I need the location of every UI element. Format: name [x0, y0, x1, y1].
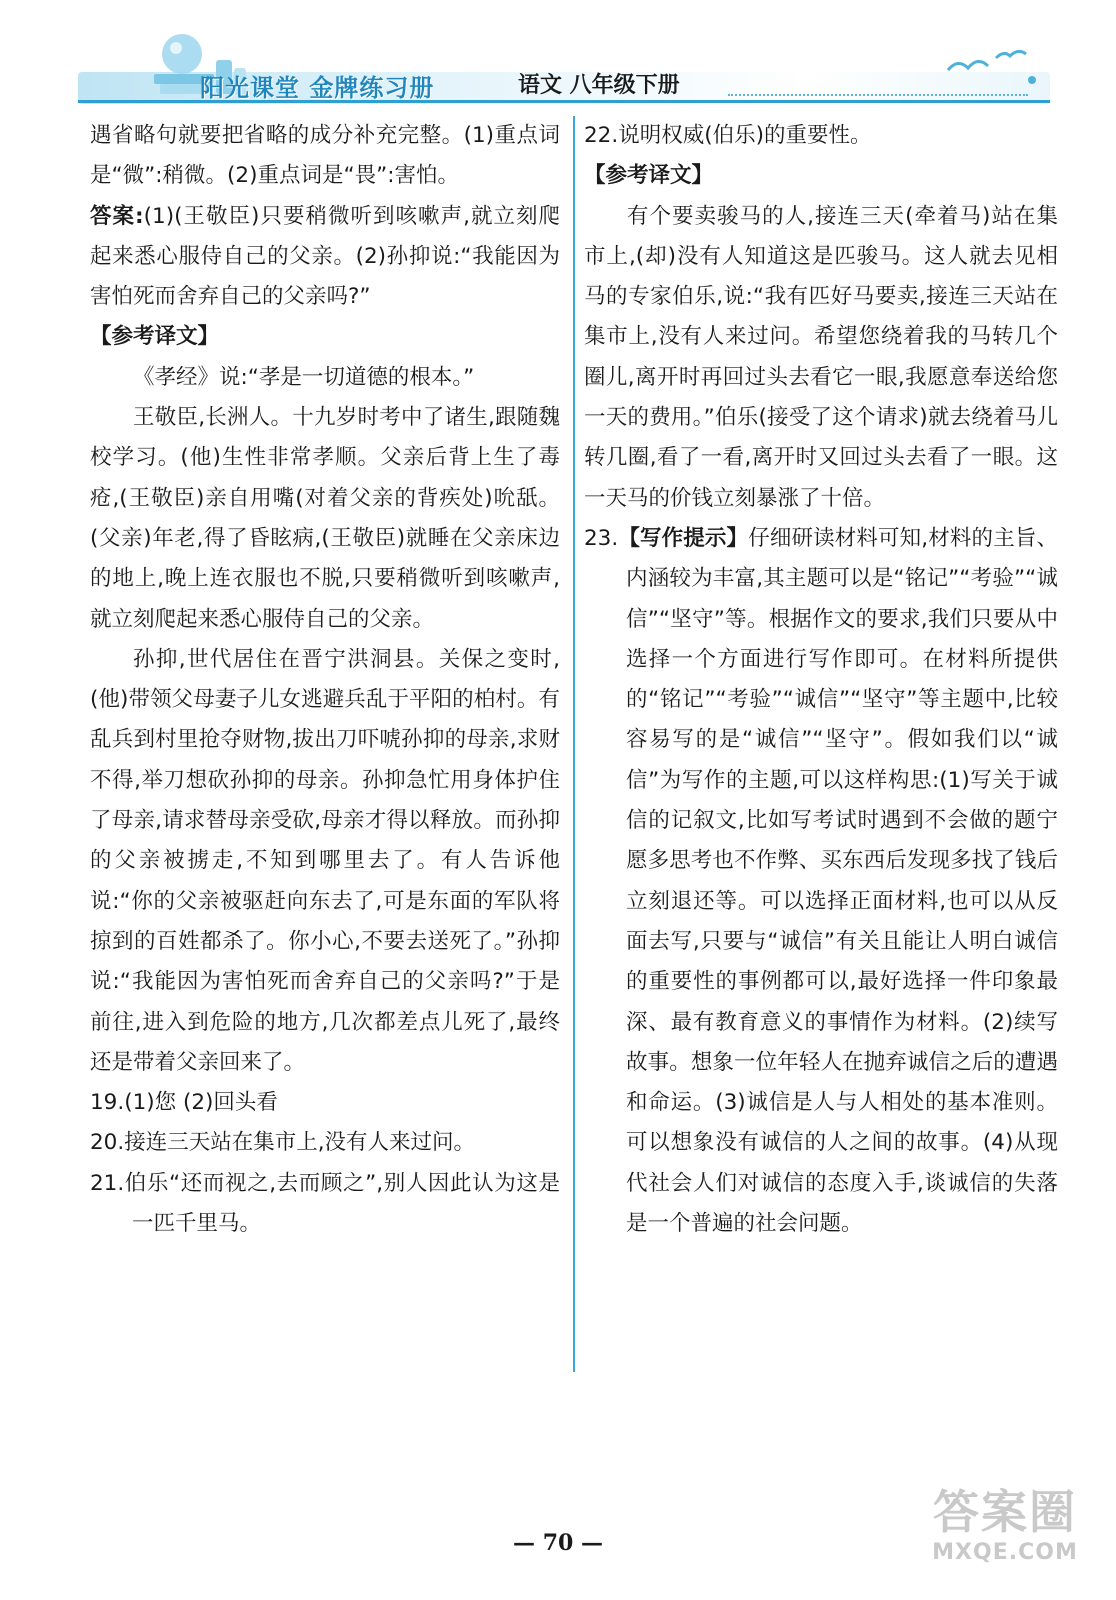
answer-paragraph	[90, 197, 560, 318]
series-brand: 阳光课堂 金牌练习册	[200, 74, 435, 102]
translation-paragraph: 有个要卖骏马的人,接连三天(牵着马)站在集市上,(却)没有人知道这是匹骏马。这人就去见相马的专家伯乐,说:“我有匹好马要卖,接连三天站在集市上,没有人来过问。希望您绕着我的马转几个圈儿,离开时再回过头去看它一眼,我愿意奉送给您一天的费用。”伯乐(接受了这个请求)就去绕着马儿转几圈,看了一看,离开时又回过头去看了一眼。这一天马的价钱立刻暴涨了十倍。	[584, 203, 1058, 511]
page-number: — 70 —	[513, 1530, 603, 1556]
left-column	[90, 116, 560, 1244]
section-heading-translation: 【参考译文】	[90, 324, 220, 350]
column-divider	[573, 116, 575, 1372]
watermark	[910, 1484, 1100, 1594]
translation-paragraph: 《孝经》说:“孝是一切道德的根本。”	[133, 364, 475, 390]
subject-grade: 语文 八年级下册	[518, 73, 680, 98]
answer-item-22: 22.说明权威(伯乐)的重要性。	[584, 123, 872, 148]
page-header	[78, 30, 1050, 108]
writing-tip-text: 仔细研读材料可知,材料的主旨、内涵较为丰富,其主题可以是“铭记”“考验”“诚信”“坚守”等。根据作文的要求,我们只要从中选择一个方面进行写作即可。在材料所提供的“铭记”“考验”“诚信”“坚守”等主题中,比较容易写的是“诚信”“坚守”。假如我们以“诚信”为写作的主题,可以这样构思:(1)写关于诚信的记叙文,比如写考试时遇到不会做的题宁愿多思考也不作弊、买东西后发现多找了钱后立刻退还等。可以选择正面材料,也可以从反面去写,只要与“诚信”有关且能让人明白诚信的重要性的事例都可以,最好选择一件印象最深、最有教育意义的事情作为材料。(2)续写故事。想象一位年轻人在抛弃诚信之后的遭遇和命运。(3)诚信是人与人相处的基本准则。可以想象没有诚信的人之间的故事。(4)从现代社会人们对诚信的态度入手,谈诚信的失落是一个普遍的社会问题。	[626, 525, 1058, 1237]
right-column	[584, 116, 1058, 1244]
answer-text: (1)(王敬臣)只要稍微听到咳嗽声,就立刻爬起来悉心服侍自己的父亲。(2)孙抑说:“我能因为害怕死而舍弃自己的父亲吗?”	[90, 203, 560, 310]
answer-item-19: 19.(1)您 (2)回头看	[90, 1090, 278, 1116]
answer-item-21: 21.伯乐“还而视之,去而顾之”,别人因此认为这是一匹千里马。	[90, 1170, 560, 1237]
answer-item-23	[584, 519, 1058, 1244]
section-heading-translation: 【参考译文】	[584, 163, 714, 189]
answer-item-20: 20.接连三天站在集市上,没有人来过问。	[90, 1130, 476, 1156]
watermark-logo: 答案圈	[933, 1485, 1077, 1539]
item-number: 23.	[584, 525, 619, 551]
header-dotted-line	[728, 94, 1028, 96]
translation-paragraph: 孙抑,世代居住在晋宁洪洞县。关保之变时,(他)带领父母妻子儿女逃避兵乱于平阳的柏村。有乱兵到村里抢夺财物,拔出刀吓唬孙抑的母亲,求财不得,举刀想砍孙抑的母亲。孙抑急忙用身体护住了母亲,请求替母亲受砍,母亲才得以释放。而孙抑的父亲被掳走,不知到哪里去了。有人告诉他说:“你的父亲被驱赶向东去了,可是东面的军队将掠到的百姓都杀了。你小心,不要去送死了。”孙抑说:“我能因为害怕死而舍弃自己的父亲吗?”于是前往,进入到危险的地方,几次都差点儿死了,最终还是带着父亲回来了。	[90, 646, 560, 1075]
writing-tip-label: 【写作提示】	[618, 525, 749, 551]
explanation-paragraph: 遇省略句就要把省略的成分补充完整。(1)重点词是“微”:稍微。(2)重点词是“畏”:害怕。	[90, 123, 560, 189]
answer-label: 答案:	[90, 203, 144, 229]
watermark-url: MXQE.COM	[932, 1540, 1078, 1565]
birds-icon	[938, 40, 1038, 90]
translation-paragraph: 王敬臣,长洲人。十九岁时考中了诸生,跟随魏校学习。(他)生性非常孝顺。父亲后背上生了毒疮,(王敬臣)亲自用嘴(对着父亲的背疾处)吮舐。(父亲)年老,得了昏眩病,(王敬臣)就睡在父亲床边的地上,晚上连衣服也不脱,只要稍微听到咳嗽声,就立刻爬起来悉心服侍自己的父亲。	[90, 405, 560, 632]
